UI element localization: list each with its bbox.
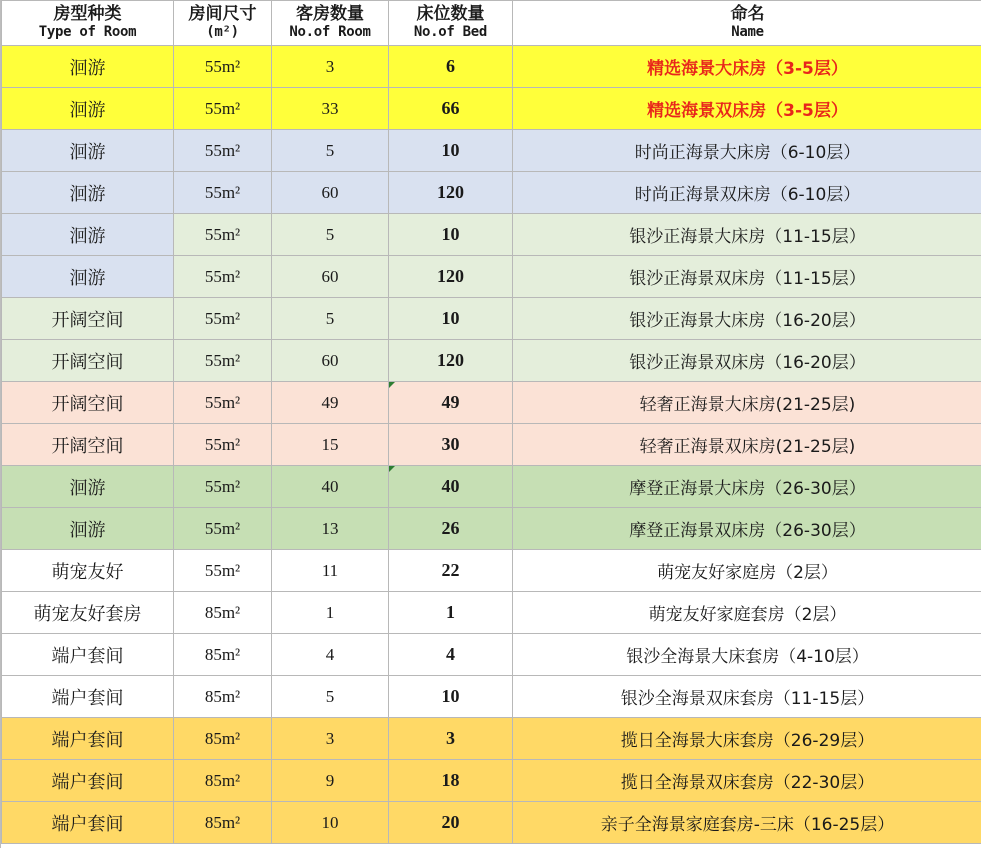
cell-room-count[interactable]: 40 <box>272 466 389 508</box>
cell-room-type[interactable]: 开阔空间 <box>2 424 174 466</box>
cell-room-count[interactable]: 10 <box>272 802 389 844</box>
cell-room-count[interactable]: 60 <box>272 340 389 382</box>
table-row <box>2 340 983 382</box>
cell-room-type[interactable]: 端户套间 <box>2 802 174 844</box>
cell-room-size[interactable]: 55m² <box>174 424 272 466</box>
header-row <box>2 1 983 46</box>
cell-room-name[interactable]: 轻奢正海景双床房(21-25层) <box>513 424 983 466</box>
table-row <box>2 214 983 256</box>
cell-bed-count[interactable]: 4 <box>389 634 513 676</box>
header-rooms-cn: 客房数量 <box>296 4 364 24</box>
cell-room-type[interactable]: 端户套间 <box>2 760 174 802</box>
room-type-table <box>1 0 983 844</box>
cell-room-size[interactable]: 55m² <box>174 340 272 382</box>
sheet-edge <box>981 0 985 848</box>
header-beds[interactable] <box>389 1 513 46</box>
cell-room-count[interactable]: 3 <box>272 718 389 760</box>
table-row <box>2 298 983 340</box>
cell-room-size[interactable]: 55m² <box>174 88 272 130</box>
cell-room-count[interactable]: 49 <box>272 382 389 424</box>
table-row <box>2 130 983 172</box>
cell-bed-count[interactable]: 120 <box>389 340 513 382</box>
cell-room-size[interactable]: 85m² <box>174 592 272 634</box>
cell-room-name[interactable]: 银沙正海景大床房（11-15层） <box>513 214 983 256</box>
cell-room-count[interactable]: 15 <box>272 424 389 466</box>
header-size[interactable] <box>174 1 272 46</box>
cell-room-count[interactable]: 5 <box>272 130 389 172</box>
cell-room-name[interactable]: 银沙正海景大床房（16-20层） <box>513 298 983 340</box>
cell-room-name[interactable]: 精选海景双床房（3-5层） <box>513 88 983 130</box>
cell-bed-count[interactable]: 10 <box>389 214 513 256</box>
cell-room-type[interactable]: 开阔空间 <box>2 298 174 340</box>
table-row <box>2 382 983 424</box>
header-type[interactable] <box>2 1 174 46</box>
cell-room-count[interactable]: 60 <box>272 256 389 298</box>
cell-room-size[interactable]: 85m² <box>174 634 272 676</box>
cell-room-count[interactable]: 33 <box>272 88 389 130</box>
cell-bed-count[interactable]: 10 <box>389 298 513 340</box>
cell-bed-count[interactable]: 10 <box>389 676 513 718</box>
cell-room-size[interactable]: 55m² <box>174 256 272 298</box>
cell-room-count[interactable]: 11 <box>272 550 389 592</box>
cell-bed-count[interactable]: 6 <box>389 46 513 88</box>
table-row <box>2 550 983 592</box>
cell-room-name[interactable]: 银沙全海景大床套房（4-10层） <box>513 634 983 676</box>
cell-bed-count[interactable]: 66 <box>389 88 513 130</box>
cell-room-size[interactable]: 55m² <box>174 46 272 88</box>
cell-room-size[interactable]: 85m² <box>174 760 272 802</box>
cell-room-name[interactable]: 摩登正海景大床房（26-30层） <box>513 466 983 508</box>
cell-room-type[interactable]: 端户套间 <box>2 634 174 676</box>
table-row <box>2 676 983 718</box>
cell-room-count[interactable]: 5 <box>272 676 389 718</box>
cell-room-name[interactable]: 银沙全海景双床套房（11-15层） <box>513 676 983 718</box>
cell-room-type[interactable]: 萌宠友好套房 <box>2 592 174 634</box>
cell-bed-count[interactable]: 20 <box>389 802 513 844</box>
cell-room-count[interactable]: 13 <box>272 508 389 550</box>
header-name-en: Name <box>731 24 764 40</box>
header-rooms-en: No.of Room <box>289 24 371 40</box>
cell-room-type[interactable]: 开阔空间 <box>2 340 174 382</box>
cell-room-type[interactable]: 洄游 <box>2 466 174 508</box>
table-row <box>2 592 983 634</box>
header-name-cn: 命名 <box>730 4 765 24</box>
table-row <box>2 46 983 88</box>
cell-room-size[interactable]: 85m² <box>174 718 272 760</box>
cell-room-size[interactable]: 55m² <box>174 508 272 550</box>
cell-room-name[interactable]: 萌宠友好家庭套房（2层） <box>513 592 983 634</box>
header-size-cn: 房间尺寸 <box>188 4 257 24</box>
cell-room-type[interactable]: 洄游 <box>2 172 174 214</box>
cell-room-size[interactable]: 55m² <box>174 466 272 508</box>
cell-room-count[interactable]: 9 <box>272 760 389 802</box>
comment-indicator-icon <box>389 466 395 472</box>
table-row <box>2 760 983 802</box>
table-row <box>2 172 983 214</box>
cell-bed-count[interactable]: 3 <box>389 718 513 760</box>
cell-room-count[interactable]: 5 <box>272 214 389 256</box>
cell-room-size[interactable]: 55m² <box>174 382 272 424</box>
cell-room-size[interactable]: 55m² <box>174 172 272 214</box>
cell-room-size[interactable]: 55m² <box>174 130 272 172</box>
table-row <box>2 256 983 298</box>
cell-room-size[interactable]: 85m² <box>174 802 272 844</box>
cell-room-count[interactable]: 5 <box>272 298 389 340</box>
cell-room-count[interactable]: 3 <box>272 46 389 88</box>
table-row <box>2 634 983 676</box>
cell-room-type[interactable]: 开阔空间 <box>2 382 174 424</box>
table-row <box>2 424 983 466</box>
cell-bed-count[interactable]: 22 <box>389 550 513 592</box>
cell-room-name[interactable]: 亲子全海景家庭套房-三床（16-25层） <box>513 802 983 844</box>
header-beds-cn: 床位数量 <box>416 4 485 24</box>
cell-room-name[interactable]: 揽日全海景大床套房（26-29层） <box>513 718 983 760</box>
cell-room-type[interactable]: 洄游 <box>2 88 174 130</box>
header-type-en: Type of Room <box>38 24 137 40</box>
cell-room-type[interactable]: 端户套间 <box>2 676 174 718</box>
cell-room-type[interactable]: 端户套间 <box>2 718 174 760</box>
cell-room-type[interactable]: 洄游 <box>2 256 174 298</box>
cell-bed-count[interactable]: 120 <box>389 256 513 298</box>
cell-room-size[interactable]: 55m² <box>174 298 272 340</box>
cell-room-name[interactable]: 精选海景大床房（3-5层） <box>513 46 983 88</box>
cell-room-size[interactable]: 85m² <box>174 676 272 718</box>
table-row <box>2 508 983 550</box>
cell-bed-count[interactable]: 1 <box>389 592 513 634</box>
cell-room-name[interactable]: 萌宠友好家庭房（2层） <box>513 550 983 592</box>
cell-room-name[interactable]: 银沙正海景双床房（11-15层） <box>513 256 983 298</box>
cell-room-count[interactable]: 4 <box>272 634 389 676</box>
cell-bed-count[interactable]: 18 <box>389 760 513 802</box>
cell-room-type[interactable]: 洄游 <box>2 508 174 550</box>
cell-bed-count[interactable]: 120 <box>389 172 513 214</box>
header-beds-en: No.of Bed <box>413 24 488 40</box>
header-size-en: (m²) <box>206 24 239 40</box>
table-body <box>2 46 983 844</box>
cell-room-name[interactable]: 轻奢正海景大床房(21-25层) <box>513 382 983 424</box>
cell-bed-count[interactable]: 26 <box>389 508 513 550</box>
cell-bed-count[interactable]: 49 <box>389 382 513 424</box>
cell-room-count[interactable]: 60 <box>272 172 389 214</box>
cell-room-name[interactable]: 时尚正海景双床房（6-10层） <box>513 172 983 214</box>
cell-room-type[interactable]: 洄游 <box>2 214 174 256</box>
header-type-cn: 房型种类 <box>53 4 122 24</box>
cell-room-name[interactable]: 揽日全海景双床套房（22-30层） <box>513 760 983 802</box>
cell-room-name[interactable]: 摩登正海景双床房（26-30层） <box>513 508 983 550</box>
cell-room-count[interactable]: 1 <box>272 592 389 634</box>
cell-bed-count[interactable]: 40 <box>389 466 513 508</box>
comment-indicator-icon <box>389 382 395 388</box>
cell-room-type[interactable]: 洄游 <box>2 46 174 88</box>
header-rooms[interactable] <box>272 1 389 46</box>
cell-bed-count[interactable]: 10 <box>389 130 513 172</box>
cell-room-size[interactable]: 55m² <box>174 550 272 592</box>
cell-room-size[interactable]: 55m² <box>174 214 272 256</box>
cell-room-type[interactable]: 萌宠友好 <box>2 550 174 592</box>
header-name[interactable] <box>513 1 983 46</box>
table-row <box>2 802 983 844</box>
table-row <box>2 718 983 760</box>
cell-bed-count[interactable]: 30 <box>389 424 513 466</box>
cell-room-name[interactable]: 银沙正海景双床房（16-20层） <box>513 340 983 382</box>
table-row <box>2 88 983 130</box>
cell-room-type[interactable]: 洄游 <box>2 130 174 172</box>
cell-room-name[interactable]: 时尚正海景大床房（6-10层） <box>513 130 983 172</box>
table-row <box>2 466 983 508</box>
